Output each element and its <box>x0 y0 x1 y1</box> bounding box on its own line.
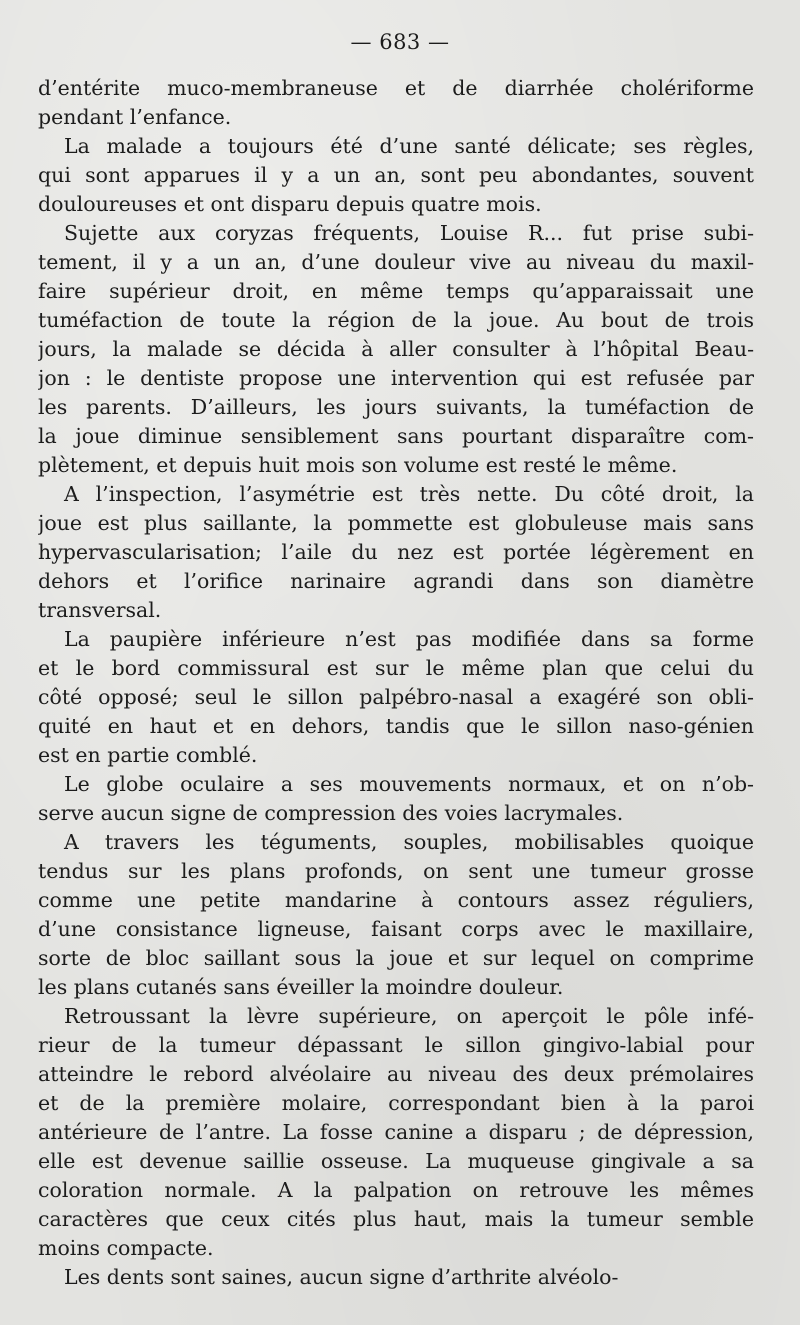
text-line: tuméfaction de toute la région de la joue. Au bout de trois <box>38 308 754 332</box>
paragraph <box>38 1263 754 1292</box>
text-line: hypervascularisation; l’aile du nez est portée légèrement en <box>38 540 754 564</box>
text-line: coloration normale. A la palpation on retrouve les mêmes <box>38 1178 754 1202</box>
text-line: moins compacte. <box>38 1236 214 1260</box>
text-line: qui sont apparues il y a un an, sont peu abondantes, souvent <box>38 163 754 187</box>
paragraph <box>38 625 754 770</box>
text-line: joue est plus saillante, la pommette est globuleuse mais sans <box>38 511 754 535</box>
text-line: serve aucun signe de compression des voies lacrymales. <box>38 801 624 825</box>
paragraph <box>38 74 754 132</box>
text-line: La malade a toujours été d’une santé délicate; ses règles, <box>64 134 754 158</box>
text-line: jon : le dentiste propose une intervention qui est refusée par <box>38 366 754 390</box>
text-line: elle est devenue saillie osseuse. La muqueuse gingivale a sa <box>38 1149 754 1173</box>
paragraph <box>38 219 754 480</box>
text-line: Retroussant la lèvre supérieure, on aperçoit le pôle infé- <box>64 1004 754 1028</box>
text-line: Sujette aux coryzas fréquents, Louise R... fut prise subi- <box>64 221 754 245</box>
text-line: tendus sur les plans profonds, on sent une tumeur grosse <box>38 859 754 883</box>
text-line: dehors et l’orifice narinaire agrandi dans son diamètre <box>38 569 754 593</box>
paragraph <box>38 1002 754 1263</box>
page-number: — 683 — <box>350 30 450 54</box>
text-line: jours, la malade se décida à aller consulter à l’hôpital Beau- <box>38 337 754 361</box>
paragraph <box>38 770 754 828</box>
text-line: rieur de la tumeur dépassant le sillon gingivo-labial pour <box>38 1033 754 1057</box>
text-line: côté opposé; seul le sillon palpébro-nasal a exagéré son obli- <box>38 685 754 709</box>
text-line: et de la première molaire, correspondant bien à la paroi <box>38 1091 754 1115</box>
text-line: est en partie comblé. <box>38 743 258 767</box>
text-line: faire supérieur droit, en même temps qu’apparaissait une <box>38 279 754 303</box>
text-line: d’entérite muco-membraneuse et de diarrhée cholériforme <box>38 76 754 100</box>
text-line: sorte de bloc saillant sous la joue et sur lequel on comprime <box>38 946 754 970</box>
text-line: plètement, et depuis huit mois son volume est resté le même. <box>38 453 678 477</box>
text-line: Le globe oculaire a ses mouvements normaux, et on n’ob- <box>64 772 754 796</box>
text-line: les plans cutanés sans éveiller la moindre douleur. <box>38 975 564 999</box>
paragraph <box>38 132 754 219</box>
text-line: comme une petite mandarine à contours assez réguliers, <box>38 888 754 912</box>
text-line: douloureuses et ont disparu depuis quatre mois. <box>38 192 542 216</box>
text-line: La paupière inférieure n’est pas modifiée dans sa forme <box>64 627 754 651</box>
body-text <box>38 74 754 1292</box>
paragraph <box>38 480 754 625</box>
text-line: Les dents sont saines, aucun signe d’arthrite alvéolo- <box>64 1265 619 1289</box>
paragraph <box>38 828 754 1002</box>
text-line: caractères que ceux cités plus haut, mais la tumeur semble <box>38 1207 754 1231</box>
text-line: transversal. <box>38 598 162 622</box>
text-line: tement, il y a un an, d’une douleur vive au niveau du maxil- <box>38 250 754 274</box>
text-line: atteindre le rebord alvéolaire au niveau des deux prémolaires <box>38 1062 754 1086</box>
text-line: antérieure de l’antre. La fosse canine a disparu ; de dépression, <box>38 1120 754 1144</box>
text-line: et le bord commissural est sur le même plan que celui du <box>38 656 754 680</box>
text-line: d’une consistance ligneuse, faisant corps avec le maxillaire, <box>38 917 754 941</box>
text-line: quité en haut et en dehors, tandis que le sillon naso-génien <box>38 714 754 738</box>
text-line: A travers les téguments, souples, mobilisables quoique <box>64 830 754 854</box>
text-line: les parents. D’ailleurs, les jours suivants, la tuméfaction de <box>38 395 754 419</box>
text-line: A l’inspection, l’asymétrie est très nette. Du côté droit, la <box>64 482 754 506</box>
text-line: pendant l’enfance. <box>38 105 232 129</box>
text-line: la joue diminue sensiblement sans pourtant disparaître com- <box>38 424 754 448</box>
